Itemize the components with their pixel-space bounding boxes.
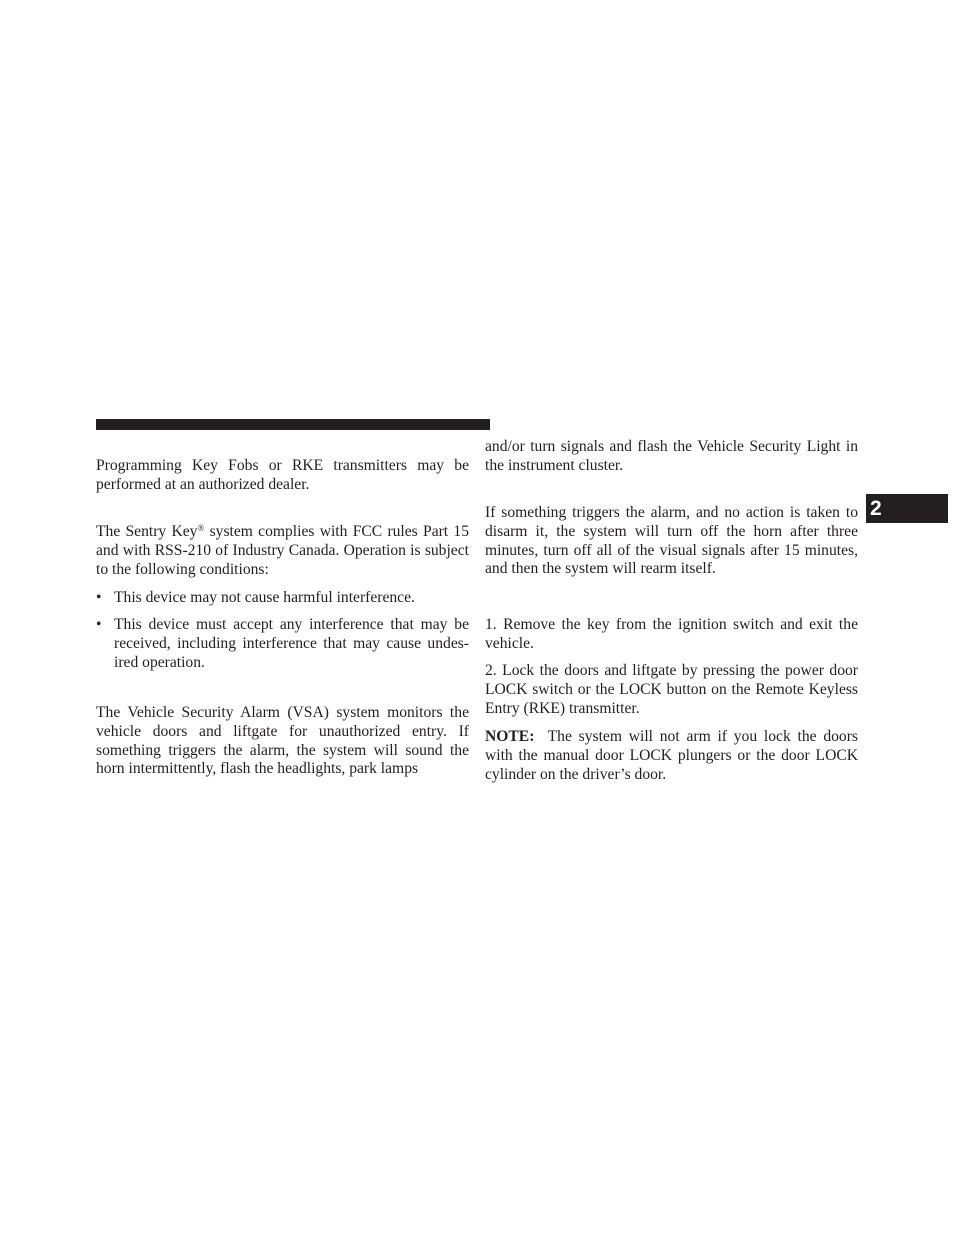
note-label: NOTE: <box>485 728 535 745</box>
step-1: 1. Remove the key from the ignition switch and exit the vehicle. <box>485 616 858 652</box>
fcc-text-start: The Sentry Key <box>96 523 198 540</box>
registered-mark: ® <box>197 523 205 533</box>
rearm-paragraph: If something triggers the alarm, and no action is taken to disarm it, the system will turn off the horn after three minutes, turn off all of the visual signals after 15 minutes, and then the system will rearm itself. <box>485 504 858 578</box>
note-text: The system will not arm if you lock the doors with the manual door LOCK plungers or the door LOCK cylinder on the driver’s door. <box>485 728 862 783</box>
list-item-text: This device must accept any interference that may be received, including interference that may cause undes-ired operation. <box>114 616 469 671</box>
list-item <box>96 589 469 608</box>
left-column <box>96 0 469 1235</box>
fcc-paragraph <box>96 523 469 579</box>
programming-paragraph: Programming Key Fobs or RKE transmitters may be performed at an authorized dealer. <box>96 457 469 493</box>
section-tab <box>866 494 948 523</box>
list-item-text: This device may not cause harmful interference. <box>114 589 415 606</box>
note-paragraph <box>485 728 862 784</box>
continuation-paragraph: and/or turn signals and flash the Vehicle Security Light in the instrument cluster. <box>485 438 858 474</box>
step-2: 2. Lock the doors and liftgate by pressing the power door LOCK switch or the LOCK button on the Remote Keyless Entry (RKE) transmitter. <box>485 662 858 717</box>
section-number: 2 <box>870 497 882 520</box>
list-item <box>96 616 469 672</box>
bullet-dot: • <box>96 589 102 606</box>
vsa-paragraph: The Vehicle Security Alarm (VSA) system monitors the vehicle doors and liftgate for unauthorized entry. If something triggers the alarm, the system will sound the horn intermittently, flash the headlights, park lamps <box>96 704 469 778</box>
fcc-text-rest: system complies with FCC rules Part 15 and with RSS-210 of Industry Canada. Operation is subject to the following conditions: <box>96 523 469 578</box>
bullet-dot: • <box>96 616 102 633</box>
right-column <box>485 0 862 1235</box>
